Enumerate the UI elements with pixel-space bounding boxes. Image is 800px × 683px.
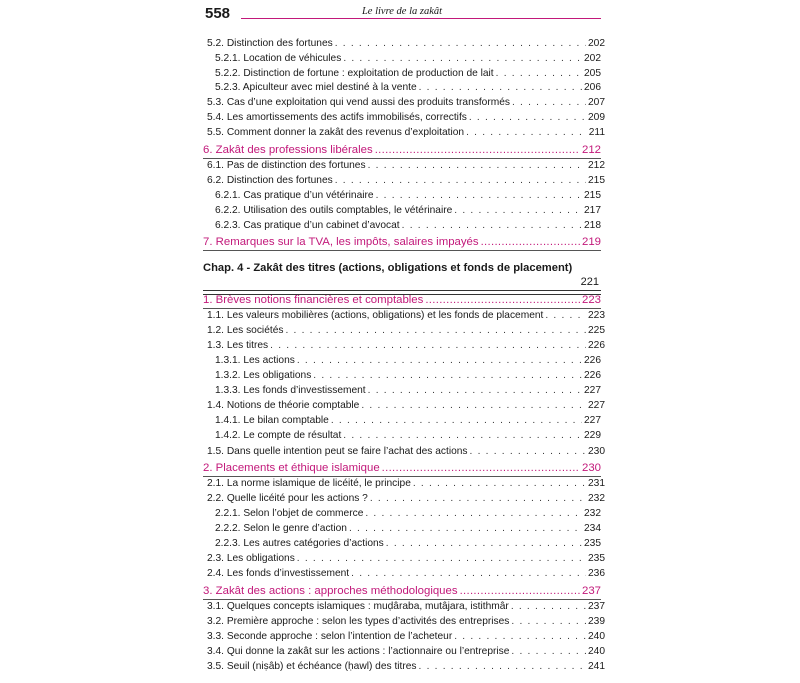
toc-entry — [203, 630, 605, 644]
toc-entry — [203, 81, 601, 95]
dot-leader — [361, 399, 586, 413]
entry-label: 3.4. Qui donne la zakât sur les actions : l’actionnaire ou l’entreprise — [207, 646, 510, 657]
entry-page: 227 — [584, 415, 601, 426]
dot-leader — [419, 660, 586, 674]
toc-entry — [203, 600, 605, 614]
entry-label: 2.2. Quelle licéité pour les actions ? — [207, 493, 368, 504]
dot-leader — [368, 384, 582, 398]
entry-label: 7. Remarques sur la TVA, les impôts, salaires impayés — [203, 236, 479, 248]
toc-entry — [203, 615, 605, 629]
dot-leader — [512, 96, 586, 110]
entry-page: 240 — [588, 646, 605, 657]
entry-page: 229 — [584, 430, 601, 441]
dot-leader — [270, 339, 586, 353]
dot-leader — [343, 429, 582, 443]
entry-label: 2.2.2. Selon le genre d’action — [215, 523, 347, 534]
dot-leader — [297, 552, 586, 566]
entry-label: 1.3.1. Les actions — [215, 355, 295, 366]
entry-label: 1.3.3. Les fonds d’investissement — [215, 385, 366, 396]
toc-entry — [203, 414, 601, 428]
entry-page: 226 — [584, 355, 601, 366]
dot-leader — [349, 522, 582, 536]
toc-entry — [203, 507, 601, 521]
entry-page: 217 — [584, 205, 601, 216]
entry-label: 1.2. Les sociétés — [207, 325, 284, 336]
entry-label: 2.2.3. Les autres catégories d’actions — [215, 538, 384, 549]
entry-label: 3.3. Seconde approche : selon l’intention de l’acheteur — [207, 631, 453, 642]
entry-label: 6.2.1. Cas pratique d’un vétérinaire — [215, 190, 374, 201]
toc-entry — [203, 445, 605, 459]
dot-leader — [413, 477, 586, 491]
toc-entry — [203, 384, 601, 398]
entry-page: 226 — [588, 340, 605, 351]
dot-leader — [335, 174, 586, 188]
dot-leader — [351, 567, 586, 581]
dot-leader — [382, 461, 580, 476]
running-title: Le livre de la zakât — [361, 6, 443, 17]
entry-page: 230 — [581, 462, 601, 474]
dot-leader — [313, 369, 582, 383]
entry-page: 234 — [584, 523, 601, 534]
entry-label: 2. Placements et éthique islamique — [203, 462, 380, 474]
toc-entry — [203, 126, 605, 140]
entry-label: 2.4. Les fonds d’investissement — [207, 568, 350, 579]
entry-label: 1.3. Les titres — [207, 340, 269, 351]
dot-leader — [375, 143, 580, 158]
entry-page: 207 — [588, 97, 605, 108]
entry-label: 2.2.1. Selon l’objet de commerce — [215, 508, 364, 519]
dot-leader — [335, 37, 586, 51]
entry-page: 202 — [584, 53, 601, 64]
toc-entry — [203, 189, 601, 203]
dot-leader — [343, 52, 582, 66]
entry-label: 3.2. Première approche : selon les types d’activités des entreprises — [207, 616, 510, 627]
toc-section-entry — [203, 235, 601, 251]
toc-section-entry — [203, 293, 601, 309]
entry-label: 5.2.3. Apiculteur avec miel destiné à la vente — [215, 82, 417, 93]
entry-label: 6.1. Pas de distinction des fortunes — [207, 160, 366, 171]
entry-label: 3.1. Quelques concepts islamiques : muḍâraba, mutâjara, istithmâr — [207, 601, 509, 612]
chapter-page: 221 — [580, 276, 599, 288]
toc-entry — [203, 567, 605, 581]
dot-leader — [460, 584, 580, 599]
entry-page: 231 — [588, 478, 605, 489]
entry-page: 218 — [584, 220, 601, 231]
toc-entry — [203, 324, 605, 338]
toc-entry — [203, 645, 605, 659]
entry-page: 209 — [588, 112, 605, 123]
entry-label: 3. Zakât des actions : approches méthodologiques — [203, 585, 458, 597]
dot-leader — [419, 81, 582, 95]
entry-page: 219 — [581, 236, 601, 248]
dot-leader — [402, 219, 582, 233]
entry-page: 212 — [581, 144, 601, 156]
dot-leader — [368, 159, 586, 173]
entry-page: 232 — [584, 508, 601, 519]
dot-leader — [331, 414, 582, 428]
entry-label: 5.2.1. Location de véhicules — [215, 53, 342, 64]
toc-entry — [203, 96, 605, 110]
toc-section-entry — [203, 461, 601, 477]
toc-entry — [203, 492, 605, 506]
entry-label: 5.3. Cas d’une exploitation qui vend aussi des produits transformés — [207, 97, 510, 108]
entry-page: 236 — [588, 568, 605, 579]
entry-page: 206 — [584, 82, 601, 93]
toc-page — [203, 0, 605, 683]
toc-entry — [203, 174, 605, 188]
page-header — [203, 4, 601, 24]
dot-leader — [470, 445, 586, 459]
dot-leader — [454, 630, 586, 644]
dot-leader — [466, 126, 587, 140]
toc-entry — [203, 204, 601, 218]
toc-entry — [203, 67, 601, 81]
entry-page: 239 — [588, 616, 605, 627]
entry-page: 232 — [588, 493, 605, 504]
dot-leader — [370, 492, 586, 506]
entry-label: 1.1. Les valeurs mobilières (actions, obligations) et les fonds de placement — [207, 310, 544, 321]
entry-page: 241 — [588, 661, 605, 672]
entry-label: 1.4. Notions de théorie comptable — [207, 400, 360, 411]
dot-leader — [481, 235, 580, 250]
entry-page: 212 — [588, 160, 605, 171]
entry-label: 5.4. Les amortissements des actifs immobilisés, correctifs — [207, 112, 467, 123]
toc-entry — [203, 159, 605, 173]
entry-page: 235 — [588, 553, 605, 564]
entry-label: 6.2.2. Utilisation des outils comptables, le vétérinaire — [215, 205, 453, 216]
entry-page: 215 — [584, 190, 601, 201]
entry-page: 223 — [588, 310, 605, 321]
entry-page: 237 — [581, 585, 601, 597]
dot-leader — [285, 324, 586, 338]
dot-leader — [376, 189, 582, 203]
dot-leader — [496, 67, 582, 81]
entry-label: 6.2.3. Cas pratique d’un cabinet d’avocat — [215, 220, 400, 231]
chapter-page-line — [203, 276, 601, 291]
entry-page: 240 — [588, 631, 605, 642]
toc-entry — [203, 369, 601, 383]
toc-entry — [203, 52, 601, 66]
entry-page: 237 — [588, 601, 605, 612]
entry-label: 1.4.2. Le compte de résultat — [215, 430, 342, 441]
entry-label: 5.2.2. Distinction de fortune : exploitation de production de lait — [215, 68, 494, 79]
toc-entry — [203, 309, 605, 323]
dot-leader — [545, 309, 586, 323]
entry-label: 1.3.2. Les obligations — [215, 370, 312, 381]
entry-page: 211 — [588, 127, 605, 138]
toc-entry — [203, 219, 601, 233]
header-rule — [241, 18, 601, 19]
chapter-title: Chap. 4 - Zakât des titres (actions, obligations et fonds de placement) — [203, 262, 573, 274]
entry-page: 225 — [588, 325, 605, 336]
dot-leader — [297, 354, 582, 368]
toc-entry — [203, 477, 605, 491]
dot-leader — [511, 615, 586, 629]
dot-leader — [425, 293, 580, 308]
entry-label: 2.1. La norme islamique de licéité, le principe — [207, 478, 411, 489]
entry-label: 1. Brèves notions financières et comptables — [203, 294, 424, 306]
toc-entry — [203, 37, 605, 51]
dot-leader — [386, 537, 582, 551]
entry-page: 226 — [584, 370, 601, 381]
toc-section-entry — [203, 584, 601, 600]
toc-entry — [203, 537, 601, 551]
toc-entry — [203, 339, 605, 353]
toc-entry — [203, 660, 605, 674]
entry-page: 227 — [584, 385, 601, 396]
toc-entry — [203, 552, 605, 566]
entry-page: 215 — [588, 175, 605, 186]
toc-entry — [203, 354, 601, 368]
entry-label: 5.5. Comment donner la zakât des revenus d’exploitation — [207, 127, 465, 138]
dot-leader — [365, 507, 582, 521]
toc-entry — [203, 522, 601, 536]
toc-entry — [203, 429, 601, 443]
entry-label: 5.2. Distinction des fortunes — [207, 38, 333, 49]
entry-label: 6.2. Distinction des fortunes — [207, 175, 333, 186]
entry-label: 3.5. Seuil (niṣâb) et échéance (ḥawl) des titres — [207, 661, 417, 672]
entry-label: 6. Zakât des professions libérales — [203, 144, 373, 156]
dot-leader — [511, 600, 586, 614]
toc-entry — [203, 399, 605, 413]
toc-entry — [203, 111, 605, 125]
entry-page: 205 — [584, 68, 601, 79]
dot-leader — [454, 204, 582, 218]
toc-section-entry — [203, 143, 601, 159]
entry-page: 223 — [581, 294, 601, 306]
entry-label: 1.4.1. Le bilan comptable — [215, 415, 329, 426]
dot-leader — [511, 645, 586, 659]
entry-label: 1.5. Dans quelle intention peut se faire l’achat des actions — [207, 446, 468, 457]
dot-leader — [469, 111, 586, 125]
page-number: 558 — [205, 5, 231, 22]
entry-label: 2.3. Les obligations — [207, 553, 295, 564]
entry-page: 202 — [588, 38, 605, 49]
entry-page: 230 — [588, 446, 605, 457]
entry-page: 235 — [584, 538, 601, 549]
entry-page: 227 — [588, 400, 605, 411]
